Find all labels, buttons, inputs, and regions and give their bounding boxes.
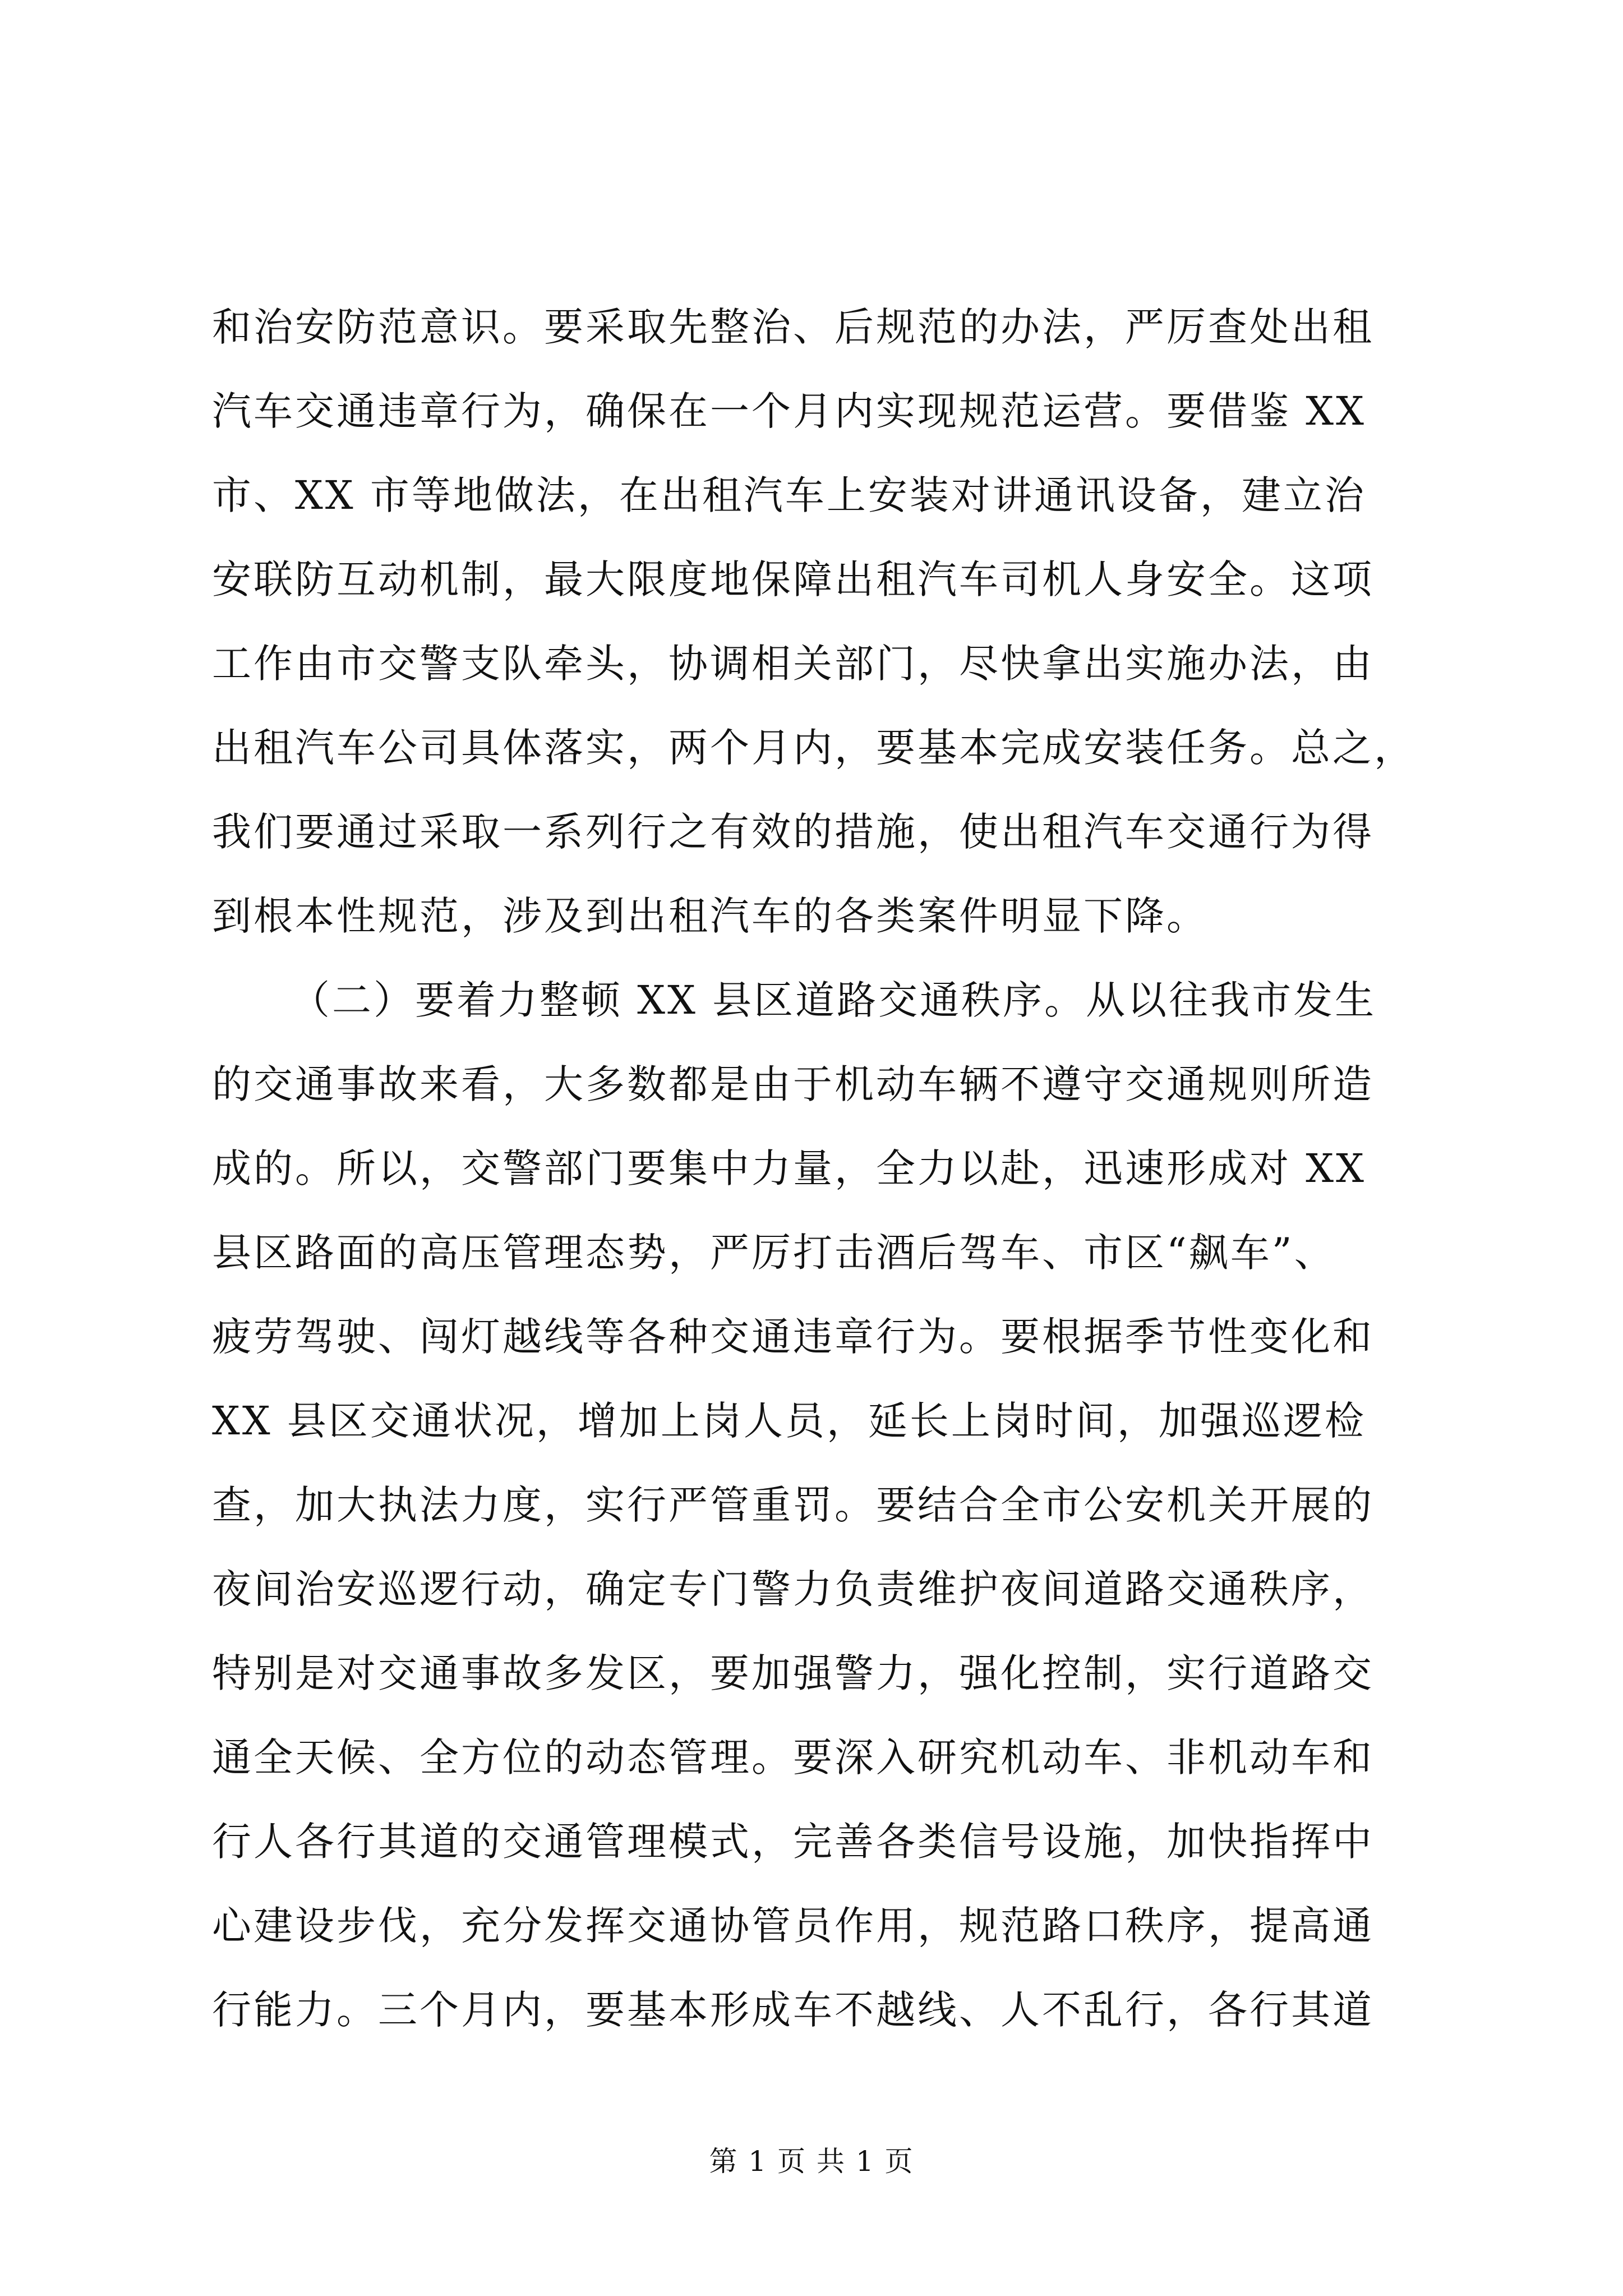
text-line: 我们要通过采取一系列行之有效的措施，使出租汽车交通行为得 [212, 809, 1374, 855]
text-line: 工作由市交警支队牵头，协调相关部门，尽快拿出实施办法，由 [212, 641, 1374, 687]
text-line: 的交通事故来看，大多数都是由于机动车辆不遵守交通规则所造 [212, 1061, 1374, 1107]
text-line: 行能力。三个月内，要基本形成车不越线、人不乱行，各行其道 [212, 1987, 1374, 2033]
text-line: 夜间治安巡逻行动，确定专门警力负责维护夜间道路交通秩序， [212, 1566, 1374, 1612]
text-line: 安联防互动机制，最大限度地保障出租汽车司机人身安全。这项 [212, 556, 1374, 602]
text-line: 汽车交通违章行为，确保在一个月内实现规范运营。要借鉴 XX [212, 388, 1366, 434]
text-line: 心建设步伐，充分发挥交通协管员作用，规范路口秩序，提高通 [212, 1903, 1374, 1949]
text-line: 行人各行其道的交通管理模式，完善各类信号设施，加快指挥中 [212, 1819, 1374, 1865]
text-line: 查，加大执法力度，实行严管重罚。要结合全市公安机关开展的 [212, 1482, 1374, 1528]
text-line: 和治安防范意识。要采取先整治、后规范的办法，严厉查处出租 [212, 304, 1374, 350]
text-line: XX 县区交通状况，增加上岗人员，延长上岗时间，加强巡逻检 [212, 1398, 1366, 1444]
text-line: 疲劳驾驶、闯灯越线等各种交通违章行为。要根据季节性变化和 [212, 1314, 1374, 1360]
text-line: 市、XX 市等地做法，在出租汽车上安装对讲通讯设备，建立治 [212, 472, 1366, 518]
text-line: 通全天候、全方位的动态管理。要深入研究机动车、非机动车和 [212, 1734, 1374, 1780]
text-line: 特别是对交通事故多发区，要加强警力，强化控制，实行道路交 [212, 1650, 1374, 1696]
text-line: 到根本性规范，涉及到出租汽车的各类案件明显下降。 [212, 893, 1208, 939]
text-line: 成的。所以，交警部门要集中力量，全力以赴，迅速形成对 XX [212, 1145, 1366, 1191]
text-line: 县区路面的高压管理态势，严厉打击酒后驾车、市区“飙车”、 [212, 1230, 1336, 1276]
section-heading-line: （二）要着力整顿 XX 县区道路交通秩序。从以往我市发生 [291, 977, 1377, 1023]
text-line: 出租汽车公司具体落实，两个月内，要基本完成安装任务。总之， [212, 725, 1415, 771]
page-number-footer: 第 1 页 共 1 页 [709, 2145, 914, 2178]
